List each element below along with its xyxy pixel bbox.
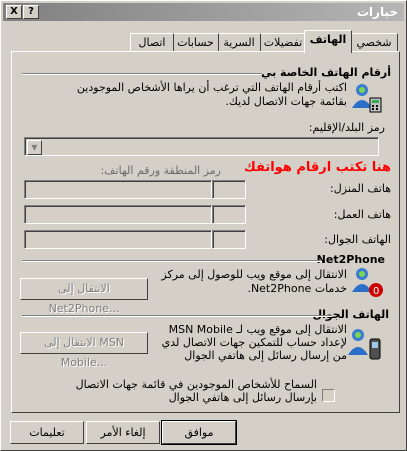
section-divider: [22, 73, 262, 75]
country-select[interactable]: [24, 137, 379, 156]
mobile-area-code-field[interactable]: [212, 230, 246, 249]
home-phone-field[interactable]: [24, 180, 212, 199]
area-header: رمز المنطقة ورقم الهاتف:: [100, 164, 221, 177]
tab-panel: [11, 51, 400, 413]
tab-connection[interactable]: اتصال: [130, 33, 174, 52]
mobile-section-title: الهاتف الجوال: [312, 308, 389, 321]
tab-privacy[interactable]: السرية: [217, 33, 261, 52]
phone-section-description: اكتب أرقام الهاتف التي ترغب أن يراها الأشخاص الموجودين بقائمة جهات الاتصال لديك.: [76, 81, 347, 108]
msn-mobile-button[interactable]: الانتقال إلى MSN Mobile...: [20, 332, 148, 354]
section-divider: [22, 260, 322, 262]
chevron-down-icon[interactable]: ▼: [27, 140, 42, 155]
tab-accounts[interactable]: حسابات: [172, 33, 219, 52]
home-phone-label: هاتف المنزل:: [330, 182, 391, 195]
tab-personal[interactable]: شخصي: [350, 33, 398, 52]
cancel-button[interactable]: إلغاء الأمر: [86, 421, 160, 444]
net2phone-title: Net2Phone: [316, 253, 385, 266]
tab-preferences[interactable]: تفضيلات: [259, 33, 307, 52]
phone-section-title: أرقام الهاتف الخاصة بي: [260, 66, 391, 79]
country-label: رمز البلد/الإقليم:: [308, 121, 385, 134]
section-divider: [22, 315, 332, 317]
work-phone-label: هاتف العمل:: [333, 208, 391, 221]
mobile-phone-label: الهاتف الجوال:: [324, 233, 391, 246]
phone-icon: [350, 82, 384, 114]
work-phone-field[interactable]: [24, 205, 212, 224]
home-area-code-field[interactable]: [212, 180, 246, 199]
help-title-button[interactable]: ?: [23, 5, 39, 19]
work-area-code-field[interactable]: [212, 205, 246, 224]
net2phone-button[interactable]: الانتقال إلى Net2Phone...: [20, 278, 148, 300]
mobile-phone-icon: [348, 327, 384, 361]
title-bar: [3, 3, 404, 21]
ok-button[interactable]: موافق: [162, 421, 236, 444]
net2phone-icon: [352, 266, 384, 298]
net2phone-description: الانتقال إلى موقع ويب للوصول إلى مركز خدمات Net2Phone.: [161, 268, 347, 295]
svg-text:0: 0: [373, 286, 380, 297]
help-button[interactable]: تعليمات: [10, 421, 84, 444]
mobile-phone-field[interactable]: [24, 230, 212, 249]
tab-phone[interactable]: الهاتف: [304, 30, 352, 53]
mobile-section-description: الانتقال إلى موقع ويب لـ MSN Mobile لإعداد حساب للتمكين جهات الاتصال لدي من إرسال رسائل إلى هاتفي الجوال: [161, 323, 347, 362]
allow-messages-checkbox[interactable]: [322, 389, 335, 402]
close-button[interactable]: X: [6, 5, 22, 19]
phone-hint: هنا تكتب ارقام هواتفك: [243, 160, 391, 175]
allow-messages-label: السماح للأشخاص الموجودين في قائمة جهات الاتصال بإرسال رسائل إلى هاتفي الجوال: [75, 378, 317, 404]
window-title: خيارات: [356, 5, 398, 19]
